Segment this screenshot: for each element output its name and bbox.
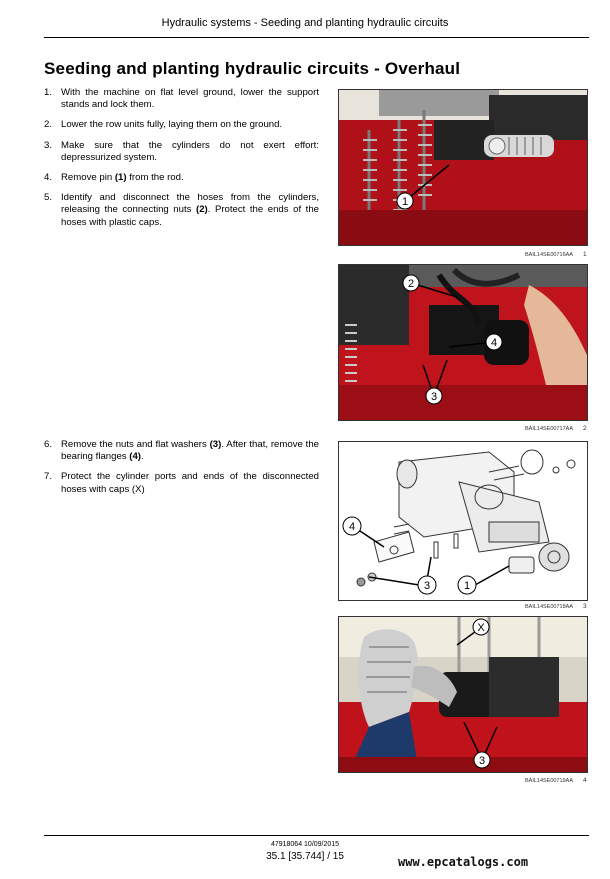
figure-code: BAIL14SE00718AA (525, 604, 574, 610)
figure-code: BAIL14SE00719AA (525, 778, 574, 784)
figure-2-photo (338, 264, 588, 421)
footer-page-number: 35.1 [35.744] / 15 (266, 851, 344, 862)
step-item: 6. Remove the nuts and flat washers (3). After that, remove the bearing flanges (4). (44, 439, 319, 463)
svg-text:3: 3 (423, 580, 431, 592)
step-item: 4. Remove pin (1) from the rod. (44, 172, 184, 184)
figure-number: 2 (583, 425, 587, 432)
svg-text:3: 3 (430, 391, 438, 403)
footer-rule (44, 835, 589, 836)
svg-text:3: 3 (478, 755, 486, 767)
running-header: Hydraulic systems - Seeding and planting hydraulic circuits (161, 17, 449, 29)
figure-3-diagram (338, 441, 588, 601)
figure-code: BAIL14SE00717AA (525, 426, 574, 432)
figure-4-photo (338, 616, 588, 773)
hose-disconnect-photo (339, 265, 587, 420)
steps-list-a (44, 87, 319, 237)
step-item: 1. With the machine on flat level ground, lower the support stands and lock them. (44, 87, 319, 111)
figure-number: 4 (583, 777, 587, 784)
figure-code: BAIL14SE00716AA (525, 252, 574, 258)
section-title: Seeding and planting hydraulic circuits - Overhaul (44, 59, 461, 78)
callout-label: 1 (401, 196, 409, 208)
figure-number: 3 (583, 603, 587, 610)
header-rule (44, 37, 589, 38)
svg-text:X: X (477, 622, 485, 634)
step-item: 7. Protect the cylinder ports and ends of the disconnected hoses with caps (X) (44, 471, 319, 495)
pin-removal-photo (339, 90, 587, 245)
steps-list-b (44, 439, 319, 504)
figure-number: 1 (583, 251, 587, 258)
cylinder-cap-photo (339, 617, 587, 772)
cylinder-exploded-diagram (339, 442, 587, 600)
step-item: 5. Identify and disconnect the hoses from the cylinders, releasing the connecting nuts (2). Protect the ends of the hoses with plastic caps. (44, 192, 319, 228)
svg-text:4: 4 (348, 521, 356, 533)
svg-text:4: 4 (490, 337, 498, 349)
svg-text:2: 2 (407, 278, 415, 290)
footer-doc-ref: 47918064 10/09/2015 (270, 841, 340, 848)
figure-1-photo (338, 89, 588, 246)
svg-text:1: 1 (463, 580, 471, 592)
step-item: 2. Lower the row units fully, laying them on the ground. (44, 119, 283, 131)
step-item: 3. Make sure that the cylinders do not exert effort: depressurized system. (44, 139, 319, 163)
watermark: www.epcatalogs.com (398, 855, 529, 869)
